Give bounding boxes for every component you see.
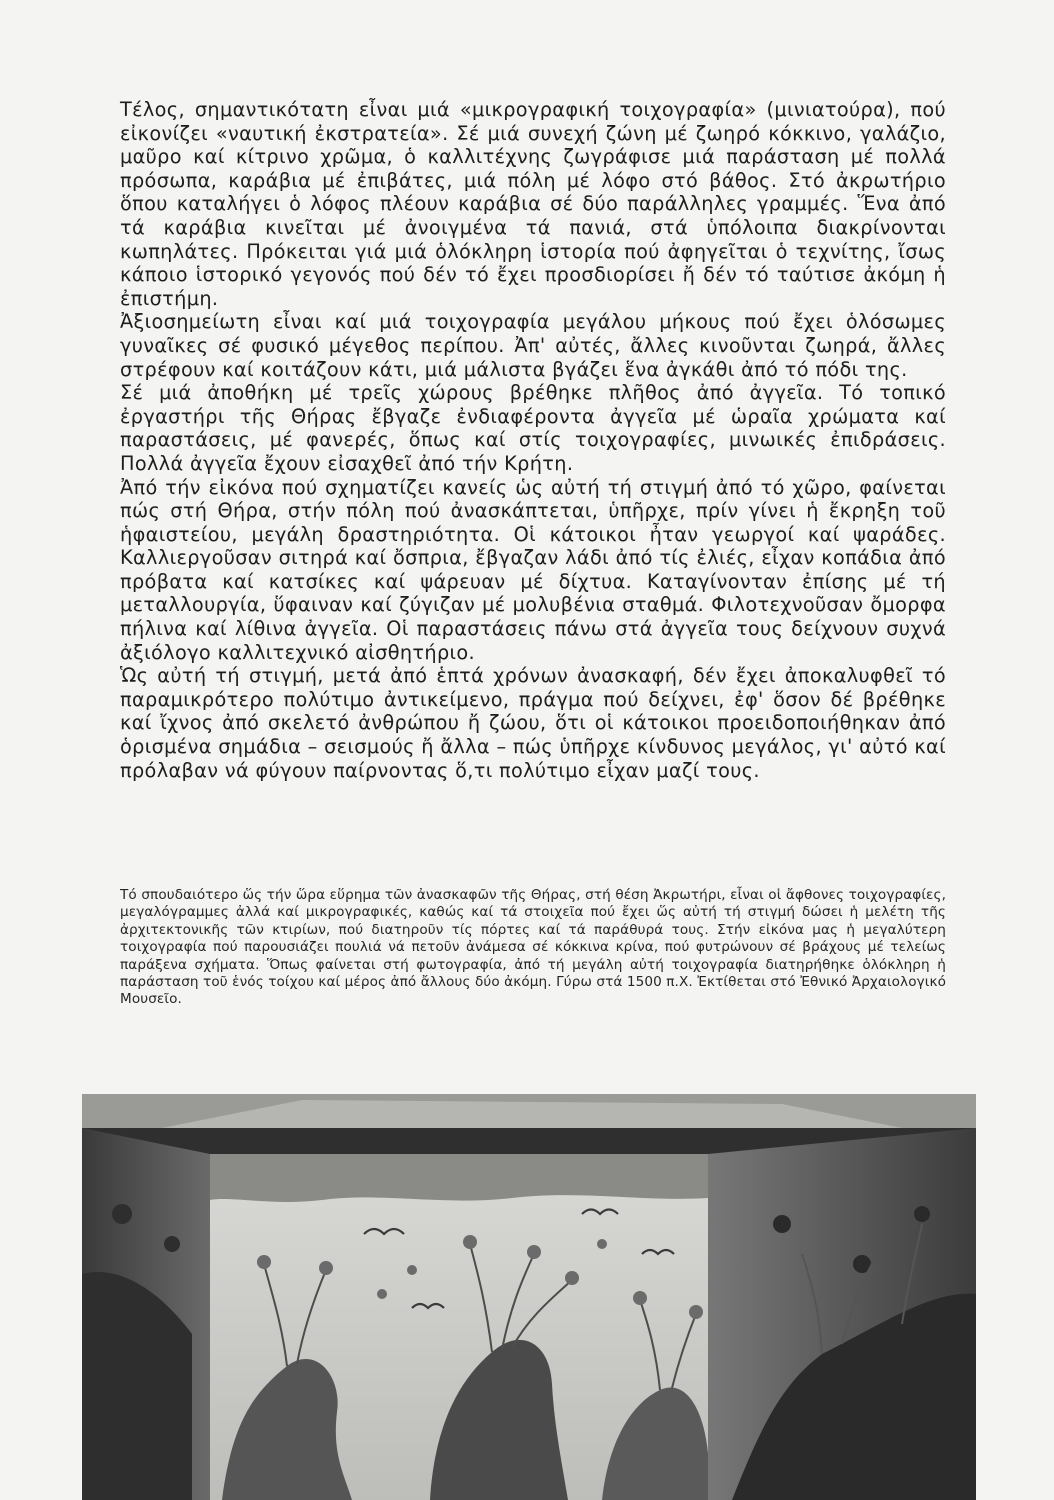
article-body — [120, 98, 946, 782]
paragraph-no-valuables: Ὡς αὐτή τή στιγμή, μετά ἀπό ἑπτά χρόνων ἀνασκαφή, δέν ἔχει ἀποκαλυφθεῖ τό παραμικρότερο πολύτιμο ἀντικείμενο, πράγμα πού δείχνει, ἐφ' ὅσον δέ βρέθηκε καί ἴχνος ἀπό σκελετό ἀνθρώπου ἤ ζώου, ὅτι οἱ κάτοικοι προειδοποιήθηκαν ἀπό ὁρισμένα σημάδια – σεισμούς ἤ ἄλλα – πώς ὑπῆρχε κίνδυνος μεγάλος, γι' αὐτό καί πρόλαβαν νά φύγουν παίρνοντας ὅ,τι πολύτιμο εἶχαν μαζί τους. — [120, 664, 946, 782]
paragraph-storeroom-vessels: Σέ μιά ἀποθήκη μέ τρεῖς χώρους βρέθηκε πλῆθος ἀπό ἀγγεῖα. Τό τοπικό ἐργαστήρι τῆς Θήρας ἔβγαζε ἐνδιαφέροντα ἀγγεῖα μέ ὡραῖα χρώματα καί παραστάσεις, μέ φανερές, ὅπως καί στίς τοιχογραφίες, μινωικές ἐπιδράσεις. Πολλά ἀγγεῖα ἔχουν εἰσαχθεῖ ἀπό τήν Κρήτη. — [120, 381, 946, 475]
paragraph-inhabitants: Ἀπό τήν εἰκόνα πού σχηματίζει κανείς ὡς αὐτή τή στιγμή ἀπό τό χῶρο, φαίνεται πώς στή Θήρα, στήν πόλη πού ἀνασκάπτεται, ὑπῆρχε, πρίν γίνει ἡ ἔκρηξη τοῦ ἡφαιστείου, μεγάλη δραστηριότητα. Οἱ κάτοικοι ἦταν γεωργοί καί ψαράδες. Καλλιεργοῦσαν σιτηρά καί ὄσπρια, ἔβγαζαν λάδι ἀπό τίς ἐλιές, εἶχαν κοπάδια ἀπό πρόβατα καί κατσίκες καί ψάρευαν μέ δίχτυα. Καταγίνονταν ἐπίσης μέ τή μεταλλουργία, ὕφαιναν καί ζύγιζαν μέ μολυβένια σταθμά. Φιλοτεχνοῦσαν ὄμορφα πήλινα καί λίθινα ἀγγεῖα. Οἱ παραστάσεις πάνω στά ἀγγεῖα τους δείχνουν συχνά ἀξιόλογο καλλιτεχνικό αἰσθητήριο. — [120, 475, 946, 664]
fresco-photo — [82, 1094, 976, 1500]
fresco-illustration — [82, 1094, 976, 1500]
paragraph-women-fresco: Ἀξιοσημείωτη εἶναι καί μιά τοιχογραφία μεγάλου μήκους πού ἔχει ὁλόσωμες γυναῖκες σέ φυσικό μέγεθος περίπου. Ἀπ' αὐτές, ἄλλες κινοῦνται ζωηρά, ἄλλες στρέφουν καί κοιτάζουν κάτι, μιά μάλιστα βγάζει ἕνα ἀγκάθι ἀπό τό πόδι της. — [120, 310, 946, 381]
damaged-upper-band — [210, 1154, 708, 1202]
figure-caption: Τό σπουδαιότερο ὥς τήν ὥρα εὕρημα τῶν ἀνασκαφῶν τῆς Θήρας, στή θέση Ἀκρωτήρι, εἶναι οἱ ἄφθονες τοιχογραφίες, μεγαλόγραμμες ἀλλά καί μικρογραφικές, καθώς καί τά στοιχεῖα πού ἔχει ὥς αὐτή τή στιγμή δώσει ἡ μελέτη τῆς ἀρχιτεκτονικῆς τῶν κτιρίων, πού διατηροῦν τίς πόρτες καί τά παράθυρά τους. Στήν εἰκόνα μας ἡ μεγαλύτερη τοιχογραφία πού παρουσιάζει πουλιά νά πετοῦν ἀνάμεσα σέ κόκκινα κρίνα, πού φυτρώνουν σέ βράχους μέ τελείως παράξενα σχήματα. Ὅπως φαίνεται στή φωτογραφία, ἀπό τή μεγάλη αὐτή τοιχογραφία διατηρήθηκε ὁλόκληρη ἡ παράσταση τοῦ ἑνός τοίχου καί μέρος ἀπό ἄλλους δύο ἀκόμη. Γύρω στά 1500 π.Χ. Ἐκτίθεται στό Ἐθνικό Ἀρχαιολογικό Μουσεῖο. — [120, 887, 946, 1008]
paragraph-naval-miniature: Τέλος, σημαντικότατη εἶναι μιά «μικρογραφική τοιχογραφία» (μινιατούρα), πού εἰκονίζει «ναυτική ἐκστρατεία». Σέ μιά συνεχή ζώνη μέ ζωηρό κόκκινο, γαλάζιο, μαῦρο καί κίτρινο χρῶμα, ὁ καλλιτέχνης ζωγράφισε μιά παράσταση μέ πολλά πρόσωπα, καράβια μέ ἐπιβάτες, μιά πόλη μέ λόφο στό βάθος. Στό ἀκρωτήριο ὅπου καταλήγει ὁ λόφος πλέουν καράβια σέ δύο παράλληλες γραμμές. Ἕνα ἀπό τά καράβια κινεῖται μέ ἀνοιγμένα τά πανιά, στά ὑπόλοιπα διακρίνονται κωπηλάτες. Πρόκειται γιά μιά ὁλόκληρη ἱστορία πού ἀφηγεῖται ὁ τεχνίτης, ἴσως κάποιο ἱστορικό γεγονός πού δέν τό ἔχει προσδιορίσει ἤ δέν τό ταύτισε ἀκόμη ἡ ἐπιστήμη. — [120, 98, 946, 310]
